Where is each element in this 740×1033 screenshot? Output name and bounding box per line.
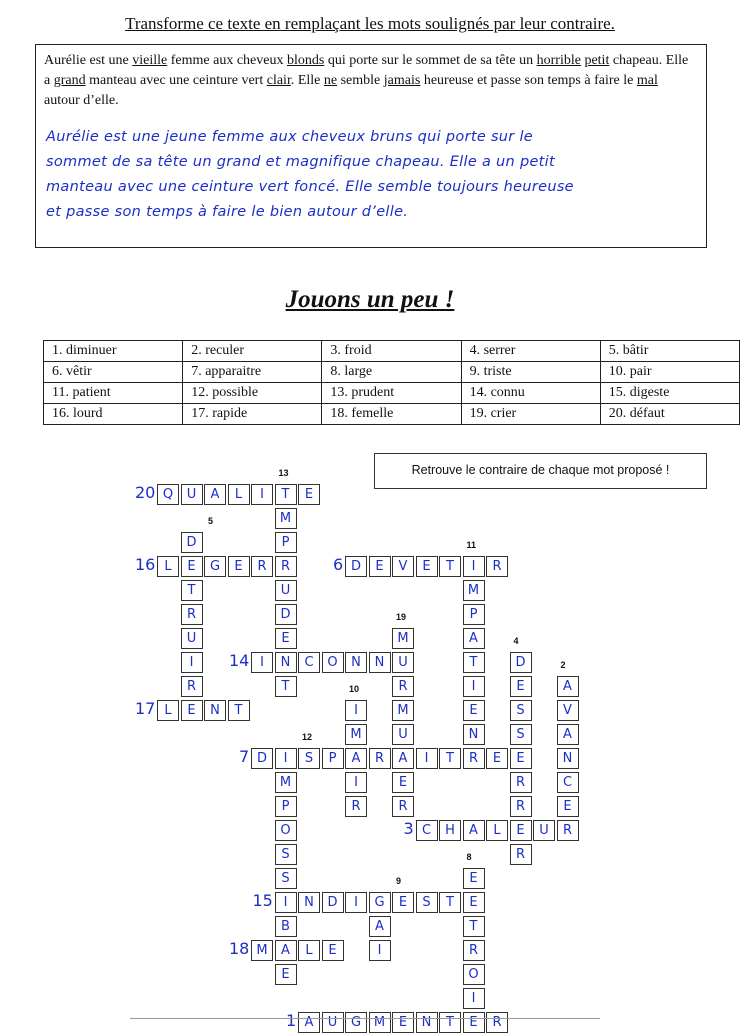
crossword-cell[interactable]: U [322, 1012, 344, 1033]
crossword-cell[interactable]: I [251, 652, 273, 673]
crossword-cell[interactable]: T [228, 700, 250, 721]
clue-number: 4 [513, 636, 519, 646]
word-cell: 3. froid [322, 341, 461, 362]
crossword-cell[interactable]: C [557, 772, 579, 793]
word-cell: 9. triste [461, 362, 600, 383]
crossword-cell[interactable]: S [510, 724, 532, 745]
crossword-cell[interactable]: I [345, 892, 367, 913]
crossword-cell[interactable]: E [275, 628, 297, 649]
crossword-cell[interactable]: U [275, 580, 297, 601]
crossword-cell[interactable]: N [463, 724, 485, 745]
underlined-word: grand [53, 73, 86, 88]
crossword-cell[interactable]: U [392, 724, 414, 745]
crossword-cell[interactable]: U [181, 484, 203, 505]
answer-line: Aurélie est une jeune femme aux cheveux bruns qui porte sur le [46, 129, 534, 145]
word-cell: 17. rapide [183, 404, 322, 425]
crossword-cell[interactable]: I [463, 556, 485, 577]
underlined-word: blonds [286, 53, 325, 68]
word-cell: 12. possible [183, 383, 322, 404]
crossword-cell[interactable]: T [439, 556, 461, 577]
crossword-cell[interactable]: P [275, 532, 297, 553]
crossword-cell[interactable]: D [275, 604, 297, 625]
crossword-cell[interactable]: I [345, 700, 367, 721]
crossword-cell[interactable]: L [157, 556, 179, 577]
crossword-cell[interactable]: R [463, 940, 485, 961]
crossword-cell[interactable]: D [345, 556, 367, 577]
crossword-cell[interactable]: M [275, 772, 297, 793]
crossword-cell[interactable]: R [181, 604, 203, 625]
handwritten-clue-number: 16 [135, 555, 156, 574]
text-segment: . Elle [290, 73, 324, 88]
word-cell: 19. crier [461, 404, 600, 425]
crossword-cell[interactable]: B [275, 916, 297, 937]
word-cell: 20. défaut [600, 404, 739, 425]
crossword-cell[interactable]: A [275, 940, 297, 961]
clue-number: 19 [396, 612, 407, 622]
crossword-cell[interactable]: O [275, 820, 297, 841]
crossword-cell[interactable]: C [416, 820, 438, 841]
word-cell: 1. diminuer [44, 341, 183, 362]
clue-number: 8 [466, 852, 472, 862]
crossword-cell[interactable]: E [181, 556, 203, 577]
crossword-cell[interactable]: I [416, 748, 438, 769]
handwritten-clue-number: 18 [229, 939, 250, 958]
crossword-cell[interactable]: T [439, 748, 461, 769]
crossword-cell[interactable]: M [275, 508, 297, 529]
crossword-cell[interactable]: I [463, 988, 485, 1009]
crossword-cell[interactable]: U [392, 652, 414, 673]
crossword-cell[interactable]: N [557, 748, 579, 769]
crossword-cell[interactable]: D [251, 748, 273, 769]
crossword-cell[interactable]: E [369, 556, 391, 577]
crossword-cell[interactable]: M [251, 940, 273, 961]
crossword-cell[interactable]: R [181, 676, 203, 697]
text-segment: autour d’elle. [44, 93, 119, 108]
crossword-cell[interactable]: P [463, 604, 485, 625]
clue-number: 9 [396, 876, 402, 886]
crossword-cell[interactable]: R [510, 772, 532, 793]
crossword-cell[interactable]: E [463, 892, 485, 913]
crossword-cell[interactable]: E [392, 772, 414, 793]
word-cell: 14. connu [461, 383, 600, 404]
crossword-cell[interactable]: E [510, 676, 532, 697]
crossword-cell[interactable]: G [345, 1012, 367, 1033]
crossword-cell[interactable]: I [181, 652, 203, 673]
clue-number: 2 [560, 660, 566, 670]
crossword-cell[interactable]: T [463, 916, 485, 937]
crossword-cell[interactable]: R [345, 796, 367, 817]
underlined-word: horrible [536, 53, 581, 68]
crossword-cell[interactable]: C [298, 652, 320, 673]
crossword-cell[interactable]: E [510, 820, 532, 841]
handwritten-clue-number: 15 [252, 891, 273, 910]
text-segment: femme aux cheveux [167, 53, 287, 68]
crossword-cell[interactable]: S [275, 868, 297, 889]
divider [130, 1018, 600, 1019]
crossword-cell[interactable]: D [181, 532, 203, 553]
text-segment: chapeau. Elle a [44, 53, 689, 88]
underlined-word: mal [636, 73, 658, 88]
clue-number: 13 [278, 468, 289, 478]
crossword-cell[interactable]: I [275, 892, 297, 913]
underlined-word: jamais [383, 73, 421, 88]
page-title: Transforme ce texte en remplaçant les mots soulignés par leur contraire. [125, 14, 615, 33]
crossword-cell[interactable]: R [369, 748, 391, 769]
handwritten-clue-number: 17 [135, 699, 156, 718]
crossword-cell[interactable]: M [369, 1012, 391, 1033]
crossword-cell[interactable]: A [369, 916, 391, 937]
answer-line: manteau avec une ceinture vert foncé. Elle semble toujours heureuse [46, 179, 574, 195]
crossword-cell[interactable]: E [463, 1012, 485, 1033]
crossword-cell[interactable]: R [486, 556, 508, 577]
text-segment: Aurélie est une [44, 53, 133, 68]
text-segment: heureuse et passe son temps à faire le [420, 73, 637, 88]
crossword-cell[interactable]: I [369, 940, 391, 961]
word-cell: 6. vêtir [44, 362, 183, 383]
handwritten-clue-number: 20 [135, 483, 156, 502]
underlined-word: petit [584, 53, 610, 68]
underlined-word: ne [323, 73, 338, 88]
crossword-cell[interactable]: A [463, 820, 485, 841]
crossword-cell[interactable]: T [439, 892, 461, 913]
crossword-cell[interactable]: N [298, 892, 320, 913]
crossword-cell[interactable]: I [275, 748, 297, 769]
crossword-cell[interactable]: U [533, 820, 555, 841]
crossword-cell[interactable]: R [392, 676, 414, 697]
crossword-cell[interactable]: E [486, 748, 508, 769]
crossword-cell[interactable]: L [486, 820, 508, 841]
crossword-cell[interactable]: A [557, 676, 579, 697]
handwritten-clue-number: 14 [229, 651, 250, 670]
crossword-cell[interactable]: D [510, 652, 532, 673]
crossword-cell[interactable]: H [439, 820, 461, 841]
text-segment: manteau avec une ceinture vert [85, 73, 267, 88]
game-title: Jouons un peu ! [285, 286, 455, 313]
crossword-cell[interactable]: T [275, 484, 297, 505]
crossword-cell[interactable]: D [322, 892, 344, 913]
crossword-cell[interactable]: E [322, 940, 344, 961]
crossword-cell[interactable]: R [275, 556, 297, 577]
handwritten-clue-number: 3 [403, 819, 414, 838]
crossword-cell[interactable]: L [157, 700, 179, 721]
clue-number: 11 [466, 540, 477, 550]
crossword-cell[interactable]: A [345, 748, 367, 769]
crossword-cell[interactable]: N [416, 1012, 438, 1033]
word-cell: 11. patient [44, 383, 183, 404]
crossword-cell[interactable]: E [392, 1012, 414, 1033]
underlined-word: clair [266, 73, 291, 88]
handwritten-clue-number: 7 [239, 747, 250, 766]
crossword-cell[interactable]: T [463, 652, 485, 673]
crossword-cell[interactable]: N [204, 700, 226, 721]
crossword-cell[interactable]: R [486, 1012, 508, 1033]
handwritten-clue-number: 1 [286, 1011, 297, 1030]
clue-number: 5 [208, 516, 214, 526]
crossword-cell[interactable]: U [181, 628, 203, 649]
crossword-cell[interactable]: Q [157, 484, 179, 505]
crossword-cell[interactable]: R [557, 820, 579, 841]
crossword-cell[interactable]: E [298, 484, 320, 505]
crossword-cell[interactable]: I [463, 676, 485, 697]
word-cell: 7. apparaitre [183, 362, 322, 383]
crossword-cell[interactable]: N [369, 652, 391, 673]
crossword-cell[interactable]: A [392, 748, 414, 769]
crossword-cell[interactable]: P [322, 748, 344, 769]
crossword-cell[interactable]: S [275, 844, 297, 865]
crossword-cell[interactable]: V [392, 556, 414, 577]
crossword-cell[interactable]: I [251, 484, 273, 505]
crossword-cell[interactable]: R [510, 844, 532, 865]
crossword-cell[interactable]: S [416, 892, 438, 913]
crossword-cell[interactable]: N [275, 652, 297, 673]
text-segment: semble [337, 73, 384, 88]
crossword-cell[interactable]: S [510, 700, 532, 721]
crossword-cell[interactable]: P [275, 796, 297, 817]
word-cell: 10. pair [600, 362, 739, 383]
clue-number: 10 [349, 684, 360, 694]
crossword-cell[interactable]: E [228, 556, 250, 577]
crossword-cell[interactable]: T [181, 580, 203, 601]
crossword-cell[interactable]: O [463, 964, 485, 985]
crossword-cell[interactable]: M [392, 700, 414, 721]
crossword-cell[interactable]: E [510, 748, 532, 769]
crossword-cell[interactable]: I [345, 772, 367, 793]
underlined-word: vieille [132, 53, 168, 68]
crossword-cell[interactable]: R [510, 796, 532, 817]
word-cell: 15. digeste [600, 383, 739, 404]
crossword-cell[interactable]: E [416, 556, 438, 577]
crossword-cell[interactable]: R [463, 748, 485, 769]
crossword-cell[interactable]: S [298, 748, 320, 769]
crossword-cell[interactable]: G [204, 556, 226, 577]
crossword-cell[interactable]: N [345, 652, 367, 673]
answer-line: sommet de sa tête un grand et magnifique chapeau. Elle a un petit [46, 154, 555, 170]
word-cell: 4. serrer [461, 341, 600, 362]
crossword-cell[interactable]: A [204, 484, 226, 505]
instruction-box: Retrouve le contraire de chaque mot proposé ! [374, 453, 707, 489]
crossword-cell[interactable]: M [345, 724, 367, 745]
crossword-cell[interactable]: T [439, 1012, 461, 1033]
crossword-cell[interactable]: M [392, 628, 414, 649]
crossword-cell[interactable]: O [322, 652, 344, 673]
crossword-cell[interactable]: L [228, 484, 250, 505]
crossword-cell[interactable]: M [463, 580, 485, 601]
word-cell: 18. femelle [322, 404, 461, 425]
crossword-cell[interactable]: V [557, 700, 579, 721]
crossword-cell[interactable]: E [463, 700, 485, 721]
crossword-cell[interactable]: E [275, 964, 297, 985]
crossword-cell[interactable]: E [392, 892, 414, 913]
crossword-cell[interactable]: E [181, 700, 203, 721]
crossword-cell[interactable]: L [298, 940, 320, 961]
crossword-cell[interactable]: A [557, 724, 579, 745]
crossword-cell[interactable]: R [392, 796, 414, 817]
word-cell: 2. reculer [183, 341, 322, 362]
crossword-cell[interactable]: R [251, 556, 273, 577]
word-cell: 13. prudent [322, 383, 461, 404]
text-segment: qui porte sur le sommet de sa tête un [324, 53, 537, 68]
crossword-cell[interactable]: T [275, 676, 297, 697]
handwritten-clue-number: 6 [333, 555, 344, 574]
crossword-cell[interactable]: G [369, 892, 391, 913]
word-cell: 5. bâtir [600, 341, 739, 362]
word-cell: 8. large [322, 362, 461, 383]
crossword-cell[interactable]: A [298, 1012, 320, 1033]
word-cell: 16. lourd [44, 404, 183, 425]
crossword-cell[interactable]: A [463, 628, 485, 649]
crossword-cell[interactable]: E [463, 868, 485, 889]
clue-number: 12 [302, 732, 313, 742]
answer-line: et passe son temps à faire le bien autour d’elle. [46, 204, 409, 220]
crossword-cell[interactable]: E [557, 796, 579, 817]
